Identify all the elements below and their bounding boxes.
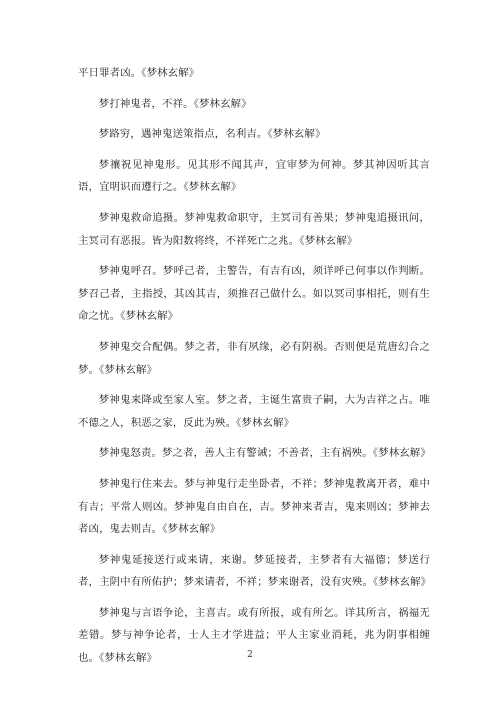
paragraph-dream-summons: 梦神鬼呼召。梦呼己者，主警告，有吉有凶，须详呼己何事以作判断。梦召己者，主指授，其凶其吉，须推召己做什么。如以冥司事相托，则有生命之忧。《梦林玄解》 (78, 265, 430, 323)
paragraph-dream-striking-spirits: 梦打神鬼者，不祥。《梦林玄解》 (98, 97, 252, 110)
paragraph-dream-prayer-apparition: 梦禳祝见神鬼形。见其形不闻其声，宜审梦为何神。梦其神因听其言语，宜明识而遵行之。《梦林玄解》 (78, 158, 430, 194)
paragraph-continuation: 平日罪者凶。《梦林玄解》 (78, 67, 200, 79)
paragraph-dream-descent: 梦神鬼来降或至家人室。梦之者，主诞生富贵子嗣，大为吉祥之占。唯不德之人，积恶之家，反此为殃。《梦林玄解》 (78, 394, 430, 429)
paragraph-dream-rebuke: 梦神鬼怒责。梦之者，善人主有警诫；不善者，主有祸殃。《梦林玄解》 (98, 447, 431, 460)
paragraph-dream-guidance: 梦路穷，遇神鬼送策指点，名利吉。《梦林玄解》 (98, 128, 326, 141)
page-number: 2 (247, 650, 253, 660)
paragraph-dream-rescue-pursuit: 梦神鬼救命追摄。梦神鬼救命职守，主冥司有善果；梦神鬼追摄讯问，主冥司有恶报。皆为阳数将终，不祥死亡之兆。《梦林玄解》 (78, 211, 430, 247)
paragraph-dream-argument: 梦神鬼与言语争论，主喜吉。或有所报，或有所乞。详其所言，祸福无差错。梦与神争论者，士人主才学进益；平人主家业消耗，兆为阴事相缠也。《梦林玄解》 (78, 606, 430, 665)
paragraph-dream-union: 梦神鬼交合配偶。梦之者，非有夙缘，必有阴祸。否则便是荒唐幻合之梦。《梦林玄解》 (78, 340, 430, 376)
paragraph-dream-movement: 梦神鬼行住来去。梦与神鬼行走坐卧者，不祥；梦神鬼教离开者，难中有吉；平常人则凶。梦神鬼自由自在，吉。梦神来者吉，鬼来则凶；梦神去者凶，鬼去则吉。《梦林玄解》 (78, 477, 430, 536)
document-body (78, 62, 430, 678)
paragraph-dream-reception: 梦神鬼延接送行或来请，来谢。梦延接者，主梦者有大福德；梦送行者，主阴中有所佑护；梦来请者，不祥；梦来谢者，没有灾殃。《梦林玄解》 (78, 553, 432, 589)
